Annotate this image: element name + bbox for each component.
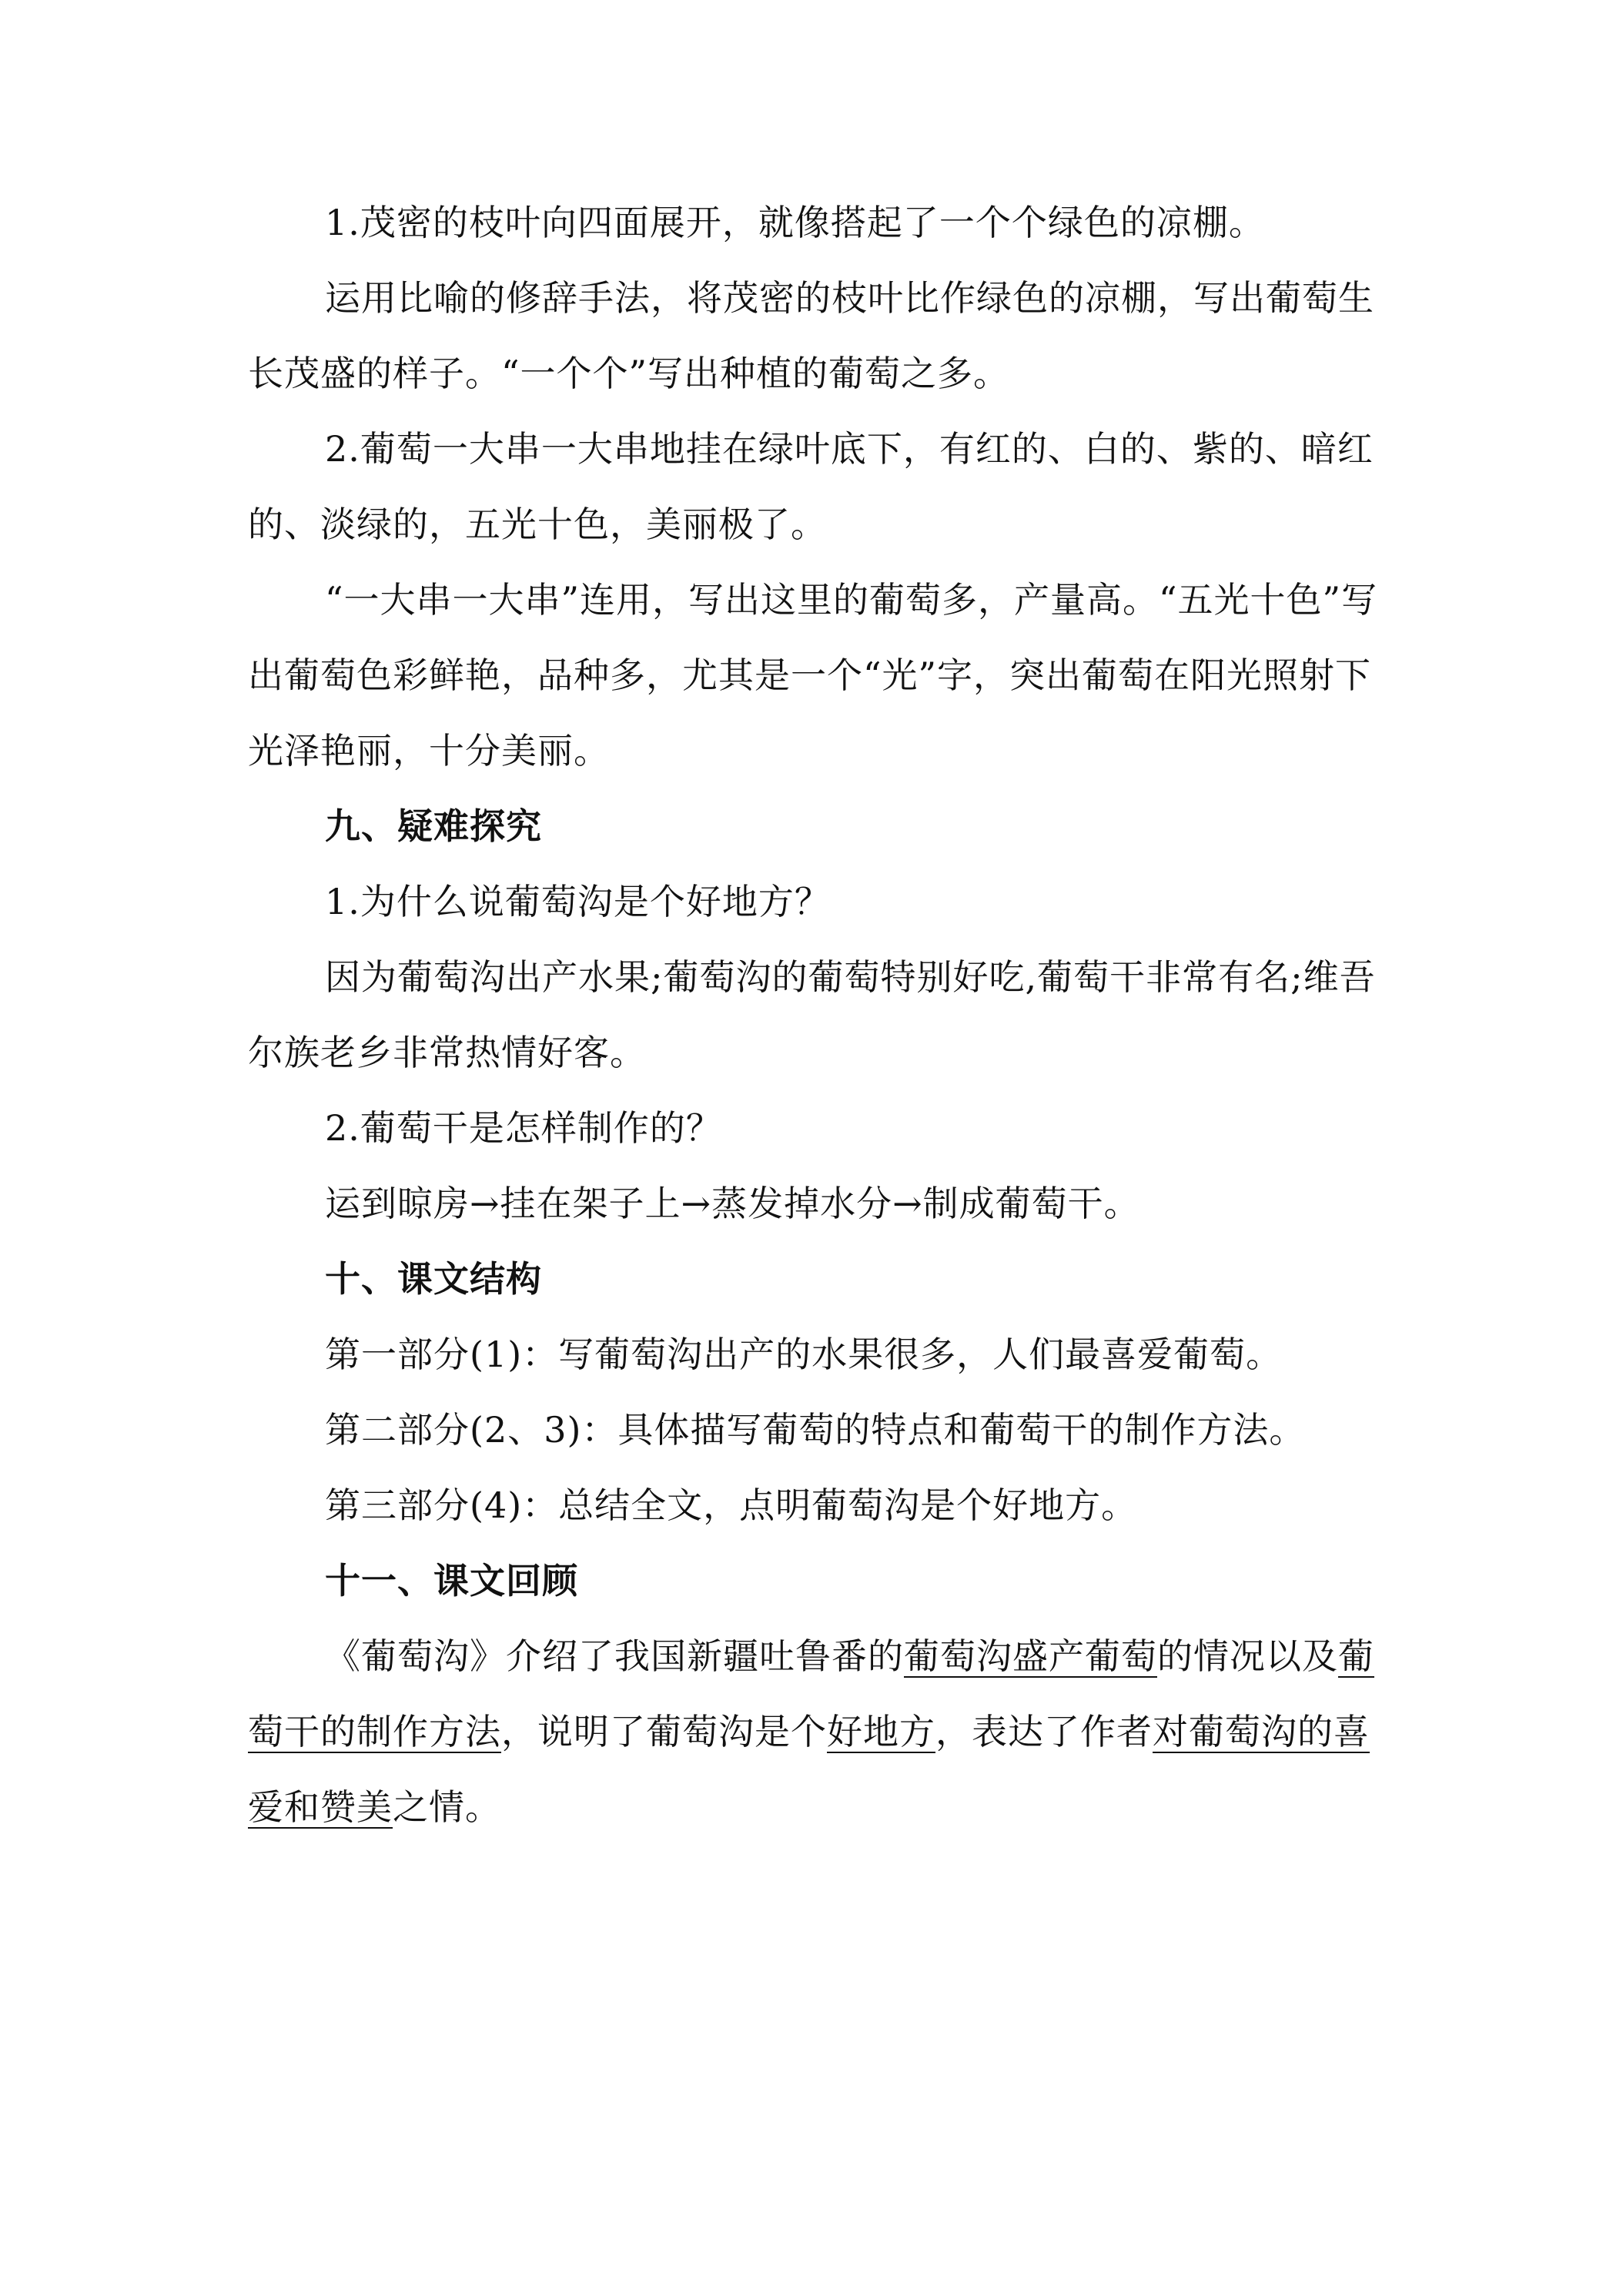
review-text-2: 的情况以及 bbox=[1157, 1635, 1338, 1677]
review-text-3: ，说明了葡萄沟是个 bbox=[501, 1711, 827, 1752]
section-heading-11: 十一、课文回顾 bbox=[325, 1560, 578, 1602]
document-body bbox=[248, 185, 1380, 1845]
review-text-4: ，表达了作者 bbox=[935, 1711, 1153, 1752]
example-sentence-2: 2.葡萄一大串一大串地挂在绿叶底下，有红的、白的、紫的、暗红的、淡绿的，五光十色，美丽极了。 bbox=[248, 428, 1374, 545]
structure-part-1: 第一部分(1)：写葡萄沟出产的水果很多，人们最喜爱葡萄。 bbox=[325, 1334, 1283, 1375]
question-2: 2.葡萄干是怎样制作的？ bbox=[325, 1107, 722, 1149]
review-paragraph bbox=[248, 1618, 1380, 1845]
structure-part-2: 第二部分(2、3)：具体描写葡萄的特点和葡萄干的制作方法。 bbox=[325, 1409, 1306, 1451]
answer-2: 运到晾房→挂在架子上→蒸发掉水分→制成葡萄干。 bbox=[325, 1183, 1140, 1224]
example-analysis-2: “一大串一大串”连用，写出这里的葡萄多，产量高。“五光十色”写出葡萄色彩鲜艳，品种多，尤其是一个“光”字，突出葡萄在阳光照射下光泽艳丽，十分美丽。 bbox=[248, 579, 1378, 771]
review-blank-4: 对葡萄沟的喜爱和赞美 bbox=[248, 1711, 1370, 1828]
review-text-5: 之情。 bbox=[393, 1786, 501, 1828]
review-blank-3: 好地方 bbox=[827, 1711, 935, 1752]
review-text-1: 《葡萄沟》介绍了我国新疆吐鲁番的 bbox=[325, 1635, 904, 1677]
review-blank-1: 葡萄沟盛产葡萄 bbox=[904, 1635, 1157, 1677]
answer-1: 因为葡萄沟出产水果;葡萄沟的葡萄特别好吃,葡萄干非常有名;维吾尔族老乡非常热情好客。 bbox=[248, 956, 1376, 1073]
section-heading-10: 十、课文结构 bbox=[325, 1258, 542, 1300]
section-heading-9: 九、疑难探究 bbox=[325, 805, 542, 847]
example-sentence-1: 1.茂密的枝叶向四面展开，就像搭起了一个个绿色的凉棚。 bbox=[325, 202, 1265, 243]
review-blank-2: 葡萄干的制作方法 bbox=[248, 1635, 1374, 1752]
example-analysis-1: 运用比喻的修辞手法，将茂密的枝叶比作绿色的凉棚，写出葡萄生长茂盛的样子。“一个个”写出种植的葡萄之多。 bbox=[248, 277, 1374, 394]
structure-part-3: 第三部分(4)：总结全文，点明葡萄沟是个好地方。 bbox=[325, 1484, 1138, 1526]
question-1: 1.为什么说葡萄沟是个好地方？ bbox=[325, 881, 831, 922]
